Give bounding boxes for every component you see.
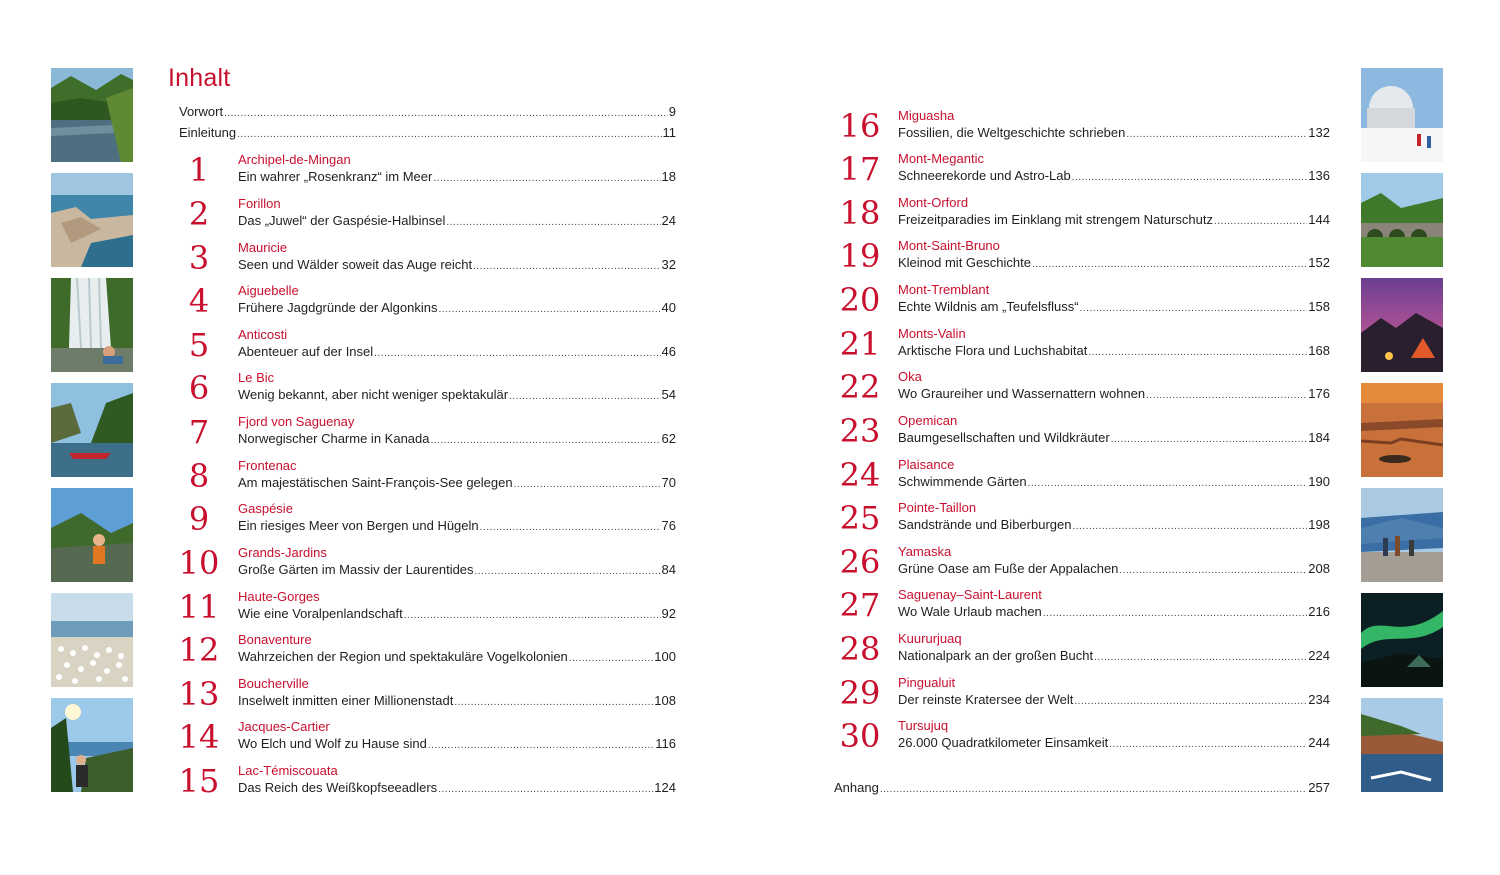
chapter-number: 16	[839, 107, 881, 145]
dot-leader	[569, 651, 654, 667]
chapter-description-row	[238, 562, 676, 580]
chapter-description-row	[238, 649, 676, 667]
dot-leader	[1072, 170, 1308, 186]
dot-leader	[404, 608, 661, 624]
chapter-number: 28	[839, 630, 881, 668]
toc-label: Einleitung	[179, 125, 237, 140]
chapter-description-row	[898, 212, 1330, 230]
chapter-park-name: Grands-Jardins	[238, 545, 327, 560]
chapter-park-name: Mont-Orford	[898, 195, 969, 210]
dot-leader	[880, 782, 1307, 798]
dot-leader	[438, 782, 653, 798]
chapter-description: Wie eine Voralpenlandschaft	[238, 606, 403, 621]
chapter-park-name: Miguasha	[898, 108, 955, 123]
dot-leader	[475, 564, 661, 580]
photo-observatory-snow	[1361, 68, 1443, 162]
toc-entry[interactable]	[170, 540, 676, 582]
toc-entry[interactable]	[170, 409, 676, 451]
chapter-description-row	[898, 386, 1330, 404]
chapter-number: 14	[178, 718, 220, 756]
photo-coastal-rocks	[51, 173, 133, 267]
chapter-park-name: Kuururjuaq	[898, 631, 962, 646]
toc-entry[interactable]	[832, 103, 1330, 145]
chapter-description-row	[238, 300, 676, 318]
chapter-description: Kleinod mit Geschichte	[898, 255, 1031, 270]
chapter-description: Schwimmende Gärten	[898, 474, 1027, 489]
chapter-park-name: Pointe-Taillon	[898, 500, 977, 515]
photo-climber	[51, 488, 133, 582]
toc-entry[interactable]	[170, 191, 676, 233]
chapter-park-name: Opemican	[898, 413, 958, 428]
toc-entry[interactable]	[832, 713, 1330, 755]
chapter-description: Seen und Wälder soweit das Auge reicht	[238, 257, 473, 272]
chapter-page: 108	[654, 693, 676, 708]
dot-leader	[1074, 694, 1307, 710]
chapter-description: Am majestätischen Saint-François-See gelegen	[238, 475, 513, 490]
toc-entry[interactable]	[832, 146, 1330, 188]
chapter-description-row	[898, 343, 1330, 361]
chapter-description-row	[898, 474, 1330, 492]
toc-entry[interactable]	[832, 321, 1330, 363]
dot-leader	[1043, 606, 1308, 622]
chapter-page: 158	[1308, 299, 1330, 314]
chapter-number: 9	[188, 500, 210, 538]
dot-leader	[438, 302, 660, 318]
chapter-number: 21	[839, 325, 881, 363]
chapter-description-row	[238, 431, 676, 449]
chapter-page: 124	[654, 780, 676, 795]
chapter-page: 132	[1308, 125, 1330, 140]
toc-entry[interactable]	[170, 365, 676, 407]
chapter-page: 176	[1308, 386, 1330, 401]
toc-page: 11	[662, 125, 676, 140]
dot-leader	[430, 433, 660, 449]
chapter-page: 234	[1308, 692, 1330, 707]
toc-row-einleitung[interactable]	[179, 125, 676, 143]
chapter-description-row	[238, 518, 676, 536]
dot-leader	[224, 106, 668, 122]
chapter-park-name: Aiguebelle	[238, 283, 299, 298]
dot-leader	[1032, 257, 1307, 273]
chapter-park-name: Haute-Gorges	[238, 589, 320, 604]
dot-leader	[1028, 476, 1308, 492]
chapter-park-name: Lac-Témiscouata	[238, 763, 338, 778]
chapter-park-name: Oka	[898, 369, 922, 384]
chapter-description-row	[898, 430, 1330, 448]
chapter-description: Freizeitparadies im Einklang mit strengem Naturschutz	[898, 212, 1214, 227]
toc-entry[interactable]	[170, 147, 676, 189]
chapter-description-row	[898, 692, 1330, 710]
chapter-page: 76	[661, 518, 676, 533]
chapter-park-name: Fjord von Saguenay	[238, 414, 355, 429]
chapter-description-row	[238, 693, 676, 711]
chapter-park-name: Monts-Valin	[898, 326, 966, 341]
chapter-description: Sandstrände und Biberburgen	[898, 517, 1072, 532]
chapter-description-row	[238, 213, 676, 231]
chapter-description-row	[238, 475, 676, 493]
chapter-page: 40	[661, 300, 676, 315]
dot-leader	[428, 738, 654, 754]
chapter-number: 13	[178, 675, 220, 713]
chapter-page: 168	[1308, 343, 1330, 358]
toc-page: 257	[1308, 780, 1330, 795]
chapter-number: 12	[178, 631, 220, 669]
chapter-description: Frühere Jagdgründe der Algonkins	[238, 300, 438, 315]
chapter-page: 32	[661, 257, 676, 272]
chapter-park-name: Mont-Megantic	[898, 151, 984, 166]
dot-leader	[473, 259, 660, 275]
chapter-description: Inselwelt inmitten einer Millionenstadt	[238, 693, 454, 708]
chapter-number: 30	[839, 717, 881, 755]
toc-label: Vorwort	[179, 104, 224, 119]
toc-entry[interactable]	[170, 584, 676, 626]
chapter-park-name: Anticosti	[238, 327, 288, 342]
photo-stone-bridge	[1361, 173, 1443, 267]
dot-leader	[1214, 214, 1307, 230]
chapter-park-name: Gaspésie	[238, 501, 293, 516]
chapter-page: 152	[1308, 255, 1330, 270]
chapter-number: 6	[188, 369, 210, 407]
photo-tent-sunset	[1361, 278, 1443, 372]
photo-hiker-lookout	[51, 698, 133, 792]
chapter-park-name: Bonaventure	[238, 632, 312, 647]
dot-leader	[374, 346, 660, 362]
toc-row-anhang[interactable]	[834, 780, 1330, 798]
chapter-description: Nationalpark an der großen Bucht	[898, 648, 1094, 663]
dot-leader	[1119, 563, 1307, 579]
chapter-page: 100	[654, 649, 676, 664]
toc-entry[interactable]	[832, 582, 1330, 624]
chapter-description-row	[898, 125, 1330, 143]
chapter-park-name: Mont-Tremblant	[898, 282, 990, 297]
toc-entry[interactable]	[170, 758, 676, 800]
toc-entry[interactable]	[170, 627, 676, 669]
chapter-page: 84	[661, 562, 676, 577]
chapter-number: 23	[839, 412, 881, 450]
chapter-description-row	[238, 169, 676, 187]
chapter-description-row	[898, 299, 1330, 317]
dot-leader	[480, 520, 661, 536]
chapter-description-row	[238, 344, 676, 362]
toc-entry[interactable]	[170, 278, 676, 320]
chapter-description: Wahrzeichen der Region und spektakuläre Vogelkolonien	[238, 649, 568, 664]
chapter-page: 136	[1308, 168, 1330, 183]
chapter-park-name: Mont-Saint-Bruno	[898, 238, 1000, 253]
chapter-page: 144	[1308, 212, 1330, 227]
chapter-number: 19	[839, 237, 881, 275]
toc-entry[interactable]	[170, 453, 676, 495]
dot-leader	[1126, 127, 1307, 143]
chapter-description-row	[238, 780, 676, 798]
dot-leader	[237, 127, 661, 143]
chapter-description: Schneerekorde und Astro-Lab	[898, 168, 1071, 183]
chapter-page: 46	[661, 344, 676, 359]
chapter-park-name: Pingualuit	[898, 675, 956, 690]
chapter-description: Der reinste Kratersee der Welt	[898, 692, 1074, 707]
chapter-number: 17	[839, 150, 881, 188]
toc-entry[interactable]	[832, 452, 1330, 494]
dot-leader	[454, 695, 653, 711]
chapter-number: 22	[839, 368, 881, 406]
chapter-number: 25	[839, 499, 881, 537]
chapter-number: 26	[839, 543, 881, 581]
toc-entry[interactable]	[170, 235, 676, 277]
chapter-page: 62	[661, 431, 676, 446]
chapter-page: 54	[661, 387, 676, 402]
chapter-number: 27	[839, 586, 881, 624]
dot-leader	[1146, 388, 1307, 404]
chapter-page: 198	[1308, 517, 1330, 532]
dot-leader	[1088, 345, 1307, 361]
chapter-description-row	[898, 735, 1330, 753]
chapter-description-row	[238, 606, 676, 624]
toc-entry[interactable]	[832, 495, 1330, 537]
chapter-number: 24	[839, 456, 881, 494]
chapter-number: 29	[839, 674, 881, 712]
chapter-description: Ein wahrer „Rosenkranz“ im Meer	[238, 169, 433, 184]
chapter-number: 18	[839, 194, 881, 232]
chapter-park-name: Frontenac	[238, 458, 297, 473]
chapter-number: 11	[178, 588, 220, 626]
toc-entry[interactable]	[832, 670, 1330, 712]
toc-entry[interactable]	[832, 190, 1330, 232]
toc-entry[interactable]	[832, 364, 1330, 406]
chapter-number: 8	[188, 457, 210, 495]
toc-entry[interactable]	[170, 671, 676, 713]
dot-leader	[433, 171, 660, 187]
chapter-number: 7	[188, 413, 210, 451]
chapter-page: 244	[1308, 735, 1330, 750]
chapter-park-name: Archipel-de-Mingan	[238, 152, 351, 167]
chapter-page: 70	[661, 475, 676, 490]
toc-label: Anhang	[834, 780, 879, 795]
chapter-description: 26.000 Quadratkilometer Einsamkeit	[898, 735, 1109, 750]
toc-entry[interactable]	[832, 277, 1330, 319]
page-title: Inhalt	[168, 64, 231, 92]
toc-page: 9	[668, 104, 676, 119]
chapter-park-name: Le Bic	[238, 370, 275, 385]
chapter-park-name: Tursujuq	[898, 718, 949, 733]
chapter-description-row	[238, 387, 676, 405]
chapter-number: 4	[188, 282, 210, 320]
chapter-number: 10	[178, 544, 220, 582]
dot-leader	[1072, 519, 1307, 535]
chapter-description: Das „Juwel“ der Gaspésie-Halbinsel	[238, 213, 446, 228]
chapter-description: Baumgesellschaften und Wildkräuter	[898, 430, 1110, 445]
chapter-park-name: Saguenay–Saint-Laurent	[898, 587, 1042, 602]
photo-lake-islands	[1361, 383, 1443, 477]
chapter-page: 190	[1308, 474, 1330, 489]
photo-canoe-fjord	[51, 383, 133, 477]
chapter-number: 1	[188, 151, 210, 189]
dot-leader	[1109, 737, 1307, 753]
chapter-description-row	[898, 561, 1330, 579]
chapter-park-name: Forillon	[238, 196, 281, 211]
chapter-page: 184	[1308, 430, 1330, 445]
chapter-description-row	[238, 257, 676, 275]
photo-northern-lights	[1361, 593, 1443, 687]
chapter-description-row	[898, 517, 1330, 535]
chapter-description-row	[238, 736, 676, 754]
chapter-description: Ein riesiges Meer von Bergen und Hügeln	[238, 518, 479, 533]
chapter-number: 15	[178, 762, 220, 800]
dot-leader	[1094, 650, 1307, 666]
chapter-description: Wo Wale Urlaub machen	[898, 604, 1042, 619]
chapter-page: 208	[1308, 561, 1330, 576]
dot-leader	[514, 477, 661, 493]
toc-entry[interactable]	[832, 626, 1330, 668]
chapter-description: Das Reich des Weißkopfseeadlers	[238, 780, 438, 795]
photo-gannet-colony	[51, 593, 133, 687]
chapter-description-row	[898, 255, 1330, 273]
chapter-number: 2	[188, 195, 210, 233]
chapter-park-name: Yamaska	[898, 544, 952, 559]
chapter-description-row	[898, 604, 1330, 622]
chapter-park-name: Boucherville	[238, 676, 309, 691]
chapter-description: Fossilien, die Weltgeschichte schrieben	[898, 125, 1126, 140]
chapter-description: Arktische Flora und Luchshabitat	[898, 343, 1088, 358]
chapter-park-name: Mauricie	[238, 240, 288, 255]
chapter-description: Wo Graureiher und Wassernattern wohnen	[898, 386, 1146, 401]
dot-leader	[446, 215, 660, 231]
chapter-description: Abenteuer auf der Insel	[238, 344, 374, 359]
toc-row-vorwort[interactable]	[179, 104, 676, 122]
chapter-number: 3	[188, 239, 210, 277]
chapter-page: 216	[1308, 604, 1330, 619]
photo-cliff-sea	[1361, 698, 1443, 792]
toc-entry[interactable]	[170, 714, 676, 756]
dot-leader	[509, 389, 661, 405]
toc-entry[interactable]	[832, 408, 1330, 450]
toc-entry[interactable]	[832, 233, 1330, 275]
chapter-park-name: Plaisance	[898, 457, 955, 472]
toc-entry[interactable]	[170, 496, 676, 538]
dot-leader	[1111, 432, 1308, 448]
chapter-page: 92	[661, 606, 676, 621]
chapter-page: 224	[1308, 648, 1330, 663]
chapter-park-name: Jacques-Cartier	[238, 719, 330, 734]
chapter-description-row	[898, 648, 1330, 666]
chapter-description: Grüne Oase am Fuße der Appalachen	[898, 561, 1119, 576]
photo-hikers-fjord	[1361, 488, 1443, 582]
chapter-description: Große Gärten im Massiv der Laurentides	[238, 562, 474, 577]
chapter-description: Echte Wildnis am „Teufelsfluss“	[898, 299, 1079, 314]
chapter-page: 18	[661, 169, 676, 184]
chapter-description: Wo Elch und Wolf zu Hause sind	[238, 736, 427, 751]
chapter-page: 116	[655, 736, 676, 751]
chapter-number: 5	[188, 326, 210, 364]
photo-waterfall	[51, 278, 133, 372]
toc-entry[interactable]	[832, 539, 1330, 581]
chapter-number: 20	[839, 281, 881, 319]
dot-leader	[1080, 301, 1308, 317]
chapter-page: 24	[661, 213, 676, 228]
photo-river-forest	[51, 68, 133, 162]
chapter-description-row	[898, 168, 1330, 186]
toc-entry[interactable]	[170, 322, 676, 364]
chapter-description: Wenig bekannt, aber nicht weniger spektakulär	[238, 387, 509, 402]
chapter-description: Norwegischer Charme in Kanada	[238, 431, 430, 446]
